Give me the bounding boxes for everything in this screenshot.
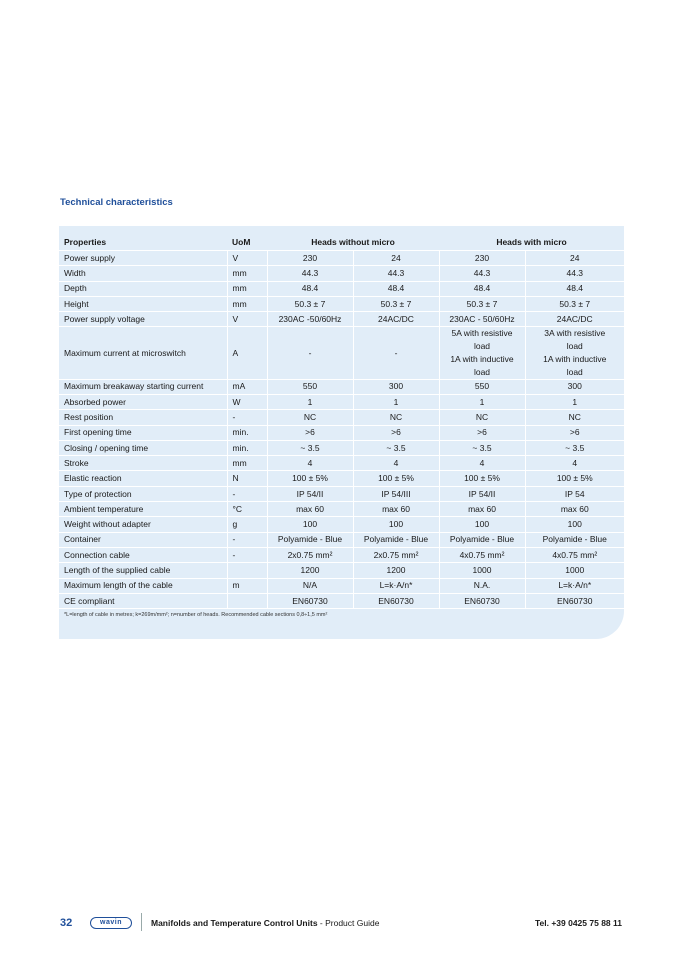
cell-with-230v: 48.4	[439, 281, 525, 296]
row-uom: -	[227, 532, 267, 547]
cell-without-230v: ~ 3.5	[267, 440, 353, 455]
cell-with-24v: NC	[525, 410, 624, 425]
row-uom: A	[227, 327, 267, 379]
cell-without-24v: 4	[353, 456, 439, 471]
row-property: Container	[59, 532, 227, 547]
cell-with-24v: 1	[525, 394, 624, 409]
table-row	[59, 440, 624, 455]
row-property: Absorbed power	[59, 394, 227, 409]
cell-with-24v: 44.3	[525, 266, 624, 281]
header-properties: Properties	[59, 234, 227, 251]
cell-without-24v: Polyamide - Blue	[353, 532, 439, 547]
cell-with-230v: 4x0.75 mm²	[439, 547, 525, 562]
cell-with-230v: max 60	[439, 502, 525, 517]
table-row	[59, 471, 624, 486]
cell-without-24v: 100 ± 5%	[353, 471, 439, 486]
cell-without-24v: >6	[353, 425, 439, 440]
row-uom: g	[227, 517, 267, 532]
cell-line: load	[566, 341, 583, 352]
row-uom	[227, 563, 267, 578]
cell-with-230v: 1	[439, 394, 525, 409]
cell-without-24v: -	[353, 327, 439, 379]
cell-without-230v: Polyamide - Blue	[267, 532, 353, 547]
cell-without-230v: 230AC -50/60Hz	[267, 312, 353, 327]
row-property: Power supply	[59, 251, 227, 266]
row-property: Connection cable	[59, 547, 227, 562]
table-row	[59, 547, 624, 562]
spec-table	[59, 234, 624, 609]
cell-with-230v: 550	[439, 379, 525, 394]
table-row	[59, 517, 624, 532]
row-property: Depth	[59, 281, 227, 296]
row-property: Closing / opening time	[59, 440, 227, 455]
cell-without-230v: 4	[267, 456, 353, 471]
cell-without-24v: NC	[353, 410, 439, 425]
table-row	[59, 563, 624, 578]
table-row	[59, 425, 624, 440]
cell-with-24v: max 60	[525, 502, 624, 517]
table-row	[59, 281, 624, 296]
row-uom: -	[227, 547, 267, 562]
cell-with-24v: 100	[525, 517, 624, 532]
table-row	[59, 394, 624, 409]
cell-without-24v: 44.3	[353, 266, 439, 281]
cell-with-230v: 100	[439, 517, 525, 532]
footer-phone: Tel. +39 0425 75 88 11	[534, 918, 622, 928]
cell-with-24v: 300	[525, 379, 624, 394]
cell-line: 1A with inductive	[543, 354, 607, 365]
cell-with-24v: ~ 3.5	[525, 440, 624, 455]
cell-line: 1A with inductive	[450, 354, 514, 365]
table-row	[59, 266, 624, 281]
cell-with-230v: ~ 3.5	[439, 440, 525, 455]
row-uom: mm	[227, 456, 267, 471]
cell-with-24v: 4	[525, 456, 624, 471]
row-uom: min.	[227, 440, 267, 455]
footer-title-bold: Manifolds and Temperature Control Units	[151, 918, 318, 928]
cell-with-230v: NC	[439, 410, 525, 425]
cell-with-24v: EN60730	[525, 593, 624, 608]
cell-without-24v: 48.4	[353, 281, 439, 296]
cell-without-24v: 300	[353, 379, 439, 394]
cell-with-230v: 44.3	[439, 266, 525, 281]
row-uom: mm	[227, 296, 267, 311]
table-header-row	[59, 234, 624, 251]
cell-with-24v: 100 ± 5%	[525, 471, 624, 486]
cell-without-24v: 100	[353, 517, 439, 532]
row-uom: mm	[227, 281, 267, 296]
cell-with-230v: 100 ± 5%	[439, 471, 525, 486]
row-uom: mm	[227, 266, 267, 281]
row-property: Rest position	[59, 410, 227, 425]
row-uom: min.	[227, 425, 267, 440]
row-property: Maximum current at microswitch	[59, 327, 227, 379]
cell-with-230v: IP 54/II	[439, 486, 525, 501]
table-row	[59, 327, 624, 379]
cell-without-230v: EN60730	[267, 593, 353, 608]
row-uom: m	[227, 578, 267, 593]
cell-with-230v: 4	[439, 456, 525, 471]
row-uom	[227, 593, 267, 608]
cell-without-230v: 2x0.75 mm²	[267, 547, 353, 562]
cell-with-24v: Polyamide - Blue	[525, 532, 624, 547]
page-number: 32	[60, 917, 73, 929]
cell-without-24v: 1	[353, 394, 439, 409]
cell-without-230v: 44.3	[267, 266, 353, 281]
cell-with-230v: N.A.	[439, 578, 525, 593]
cell-without-230v: NC	[267, 410, 353, 425]
row-property: Length of the supplied cable	[59, 563, 227, 578]
cell-without-230v: 230	[267, 251, 353, 266]
cell-with-230v: EN60730	[439, 593, 525, 608]
row-property: Stroke	[59, 456, 227, 471]
table-row	[59, 456, 624, 471]
cell-line: 5A with resistive	[451, 328, 513, 339]
header-uom: UoM	[227, 234, 267, 251]
row-property: Power supply voltage	[59, 312, 227, 327]
cell-with-230v: Polyamide - Blue	[439, 532, 525, 547]
cell-line: 3A with resistive	[544, 328, 606, 339]
cell-with-230v: 230	[439, 251, 525, 266]
cell-line: load	[566, 366, 583, 377]
page-footer	[0, 913, 678, 935]
table-row	[59, 251, 624, 266]
cell-line: load	[473, 366, 491, 377]
row-uom: -	[227, 410, 267, 425]
cell-without-24v: 24	[353, 251, 439, 266]
table-row	[59, 296, 624, 311]
cell-without-24v: ~ 3.5	[353, 440, 439, 455]
footer-title-rest: - Product Guide	[317, 918, 380, 928]
cell-line: load	[473, 341, 491, 352]
cell-without-24v: EN60730	[353, 593, 439, 608]
row-property: First opening time	[59, 425, 227, 440]
cell-without-24v: max 60	[353, 502, 439, 517]
cell-with-230v: >6	[439, 425, 525, 440]
table-row	[59, 502, 624, 517]
row-uom: °C	[227, 502, 267, 517]
table-row	[59, 486, 624, 501]
cell-with-24v: >6	[525, 425, 624, 440]
row-uom: W	[227, 394, 267, 409]
spec-panel	[59, 226, 624, 639]
row-property: Type of protection	[59, 486, 227, 501]
cell-with-230v: 1000	[439, 563, 525, 578]
table-row	[59, 578, 624, 593]
table-footnote: *L=length of cable in metres; k=269m/mm²; n=number of heads. Recommended cable sections 0,8÷1,5 mm²	[64, 612, 328, 618]
row-uom: N	[227, 471, 267, 486]
cell-with-24v: L=k·A/n*	[525, 578, 624, 593]
header-heads-with-micro: Heads with micro	[439, 234, 624, 251]
cell-with-230v-multiline	[439, 327, 525, 379]
cell-without-230v: 100	[267, 517, 353, 532]
cell-with-24v: 4x0.75 mm²	[525, 547, 624, 562]
cell-with-24v: IP 54	[525, 486, 624, 501]
table-row	[59, 593, 624, 608]
cell-with-230v: 50.3 ± 7	[439, 296, 525, 311]
cell-without-230v: >6	[267, 425, 353, 440]
cell-with-24v: 50.3 ± 7	[525, 296, 624, 311]
row-property: Maximum length of the cable	[59, 578, 227, 593]
row-uom: V	[227, 251, 267, 266]
table-row	[59, 532, 624, 547]
cell-without-230v: 100 ± 5%	[267, 471, 353, 486]
header-heads-without-micro: Heads without micro	[267, 234, 439, 251]
table-row	[59, 379, 624, 394]
row-uom: mA	[227, 379, 267, 394]
table-row	[59, 312, 624, 327]
row-uom: V	[227, 312, 267, 327]
cell-without-230v: 550	[267, 379, 353, 394]
cell-without-24v: 1200	[353, 563, 439, 578]
cell-without-230v: 50.3 ± 7	[267, 296, 353, 311]
cell-without-24v: 50.3 ± 7	[353, 296, 439, 311]
row-uom: -	[227, 486, 267, 501]
row-property: CE compliant	[59, 593, 227, 608]
cell-without-230v: -	[267, 327, 353, 379]
cell-without-24v: 24AC/DC	[353, 312, 439, 327]
row-property: Ambient temperature	[59, 502, 227, 517]
cell-with-24v: 1000	[525, 563, 624, 578]
wavin-logo: wavin	[90, 917, 132, 929]
footer-divider	[141, 913, 142, 931]
footer-title	[151, 918, 379, 928]
row-property: Height	[59, 296, 227, 311]
cell-without-230v: 48.4	[267, 281, 353, 296]
cell-without-230v: IP 54/II	[267, 486, 353, 501]
row-property: Maximum breakaway starting current	[59, 379, 227, 394]
cell-with-24v: 24AC/DC	[525, 312, 624, 327]
cell-without-230v: 1200	[267, 563, 353, 578]
cell-with-24v: 48.4	[525, 281, 624, 296]
cell-without-24v: 2x0.75 mm²	[353, 547, 439, 562]
cell-with-24v: 24	[525, 251, 624, 266]
row-property: Elastic reaction	[59, 471, 227, 486]
cell-without-24v: L=k·A/n*	[353, 578, 439, 593]
cell-without-230v: 1	[267, 394, 353, 409]
cell-with-24v-multiline	[525, 327, 624, 379]
cell-with-230v: 230AC - 50/60Hz	[439, 312, 525, 327]
cell-without-230v: N/A	[267, 578, 353, 593]
cell-without-24v: IP 54/III	[353, 486, 439, 501]
table-row	[59, 410, 624, 425]
section-title: Technical characteristics	[60, 197, 173, 208]
row-property: Width	[59, 266, 227, 281]
cell-without-230v: max 60	[267, 502, 353, 517]
row-property: Weight without adapter	[59, 517, 227, 532]
